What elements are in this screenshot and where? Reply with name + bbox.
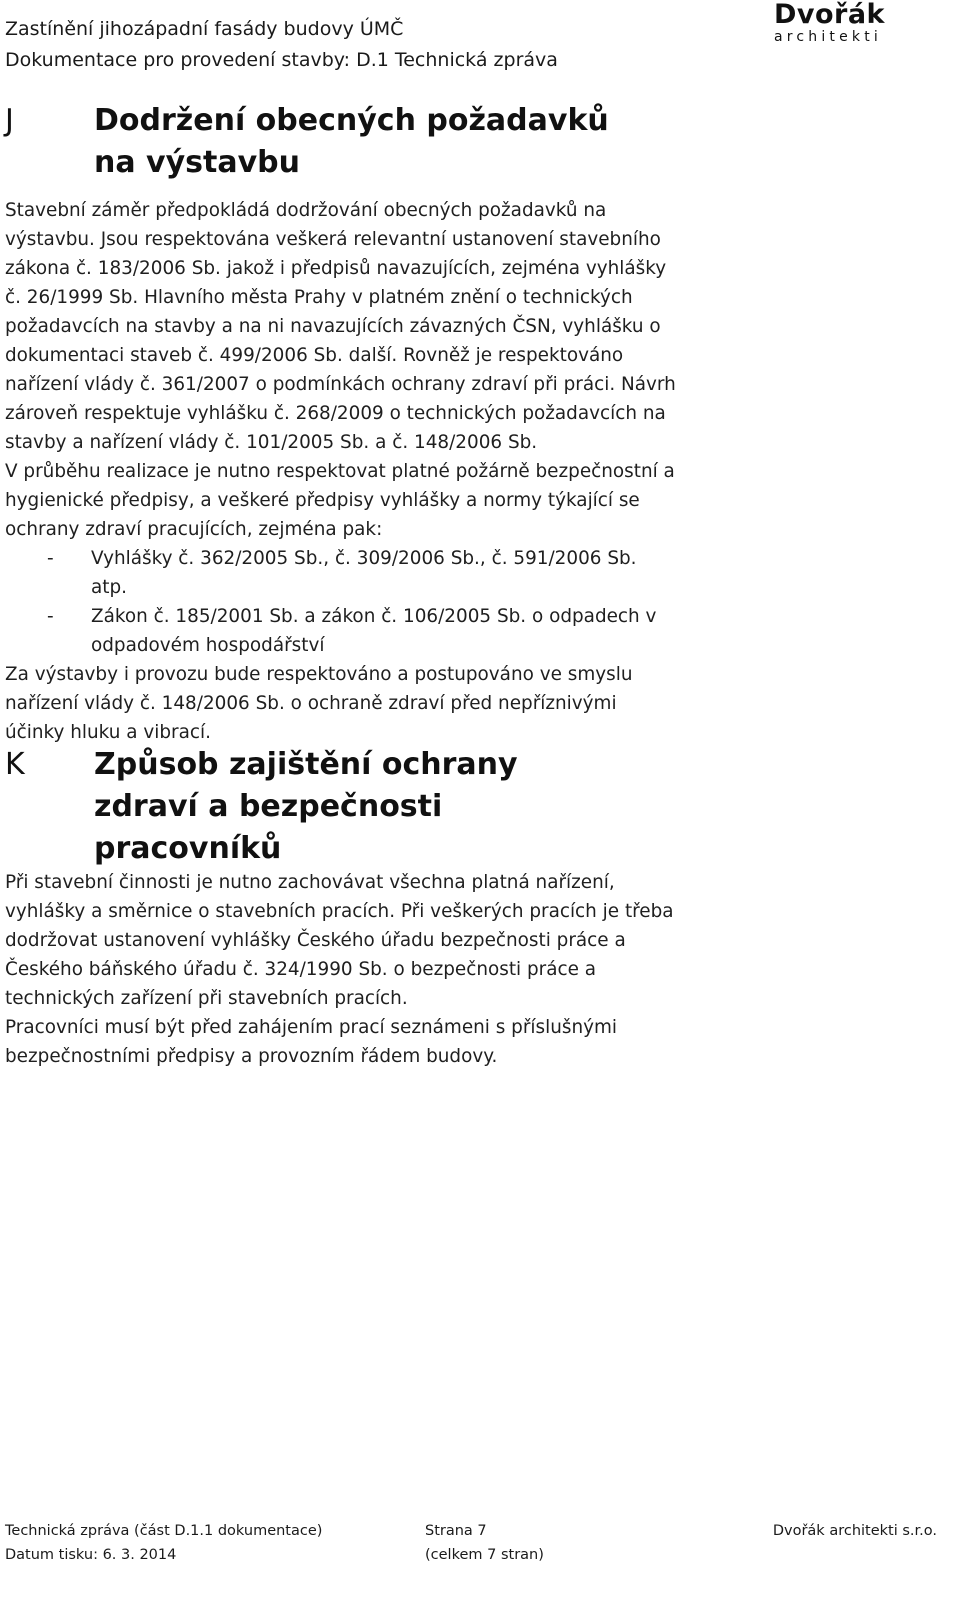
section-j-paragraph-1: Stavební záměr předpokládá dodržování obecných požadavků na výstavbu. Jsou respektována veškerá relevantní ustanovení stavebního zákona č. 183/2006 Sb. jakož i předpisů navazujících, zejména vyhlášky č. 26/1999 Sb. Hlavního města Prahy v platném znění o technických požadavcích na stavby a na ni navazujících závazných ČSN, vyhlášku o dokumentaci staveb č. 499/2006 Sb. další. Rovněž je respektováno nařízení vlády č. 361/2007 o podmínkách ochrany zdraví při práci. Návrh zároveň respektuje vyhlášku č. 268/2009 o technických požadavcích na stavby a nařízení vlády č. 101/2005 Sb. a č. 148/2006 Sb. — [5, 200, 676, 453]
section-k-paragraph-2: Pracovníci musí být před zahájením prací seznámeni s příslušnými bezpečnostními předpisy a provozním řádem budovy. — [5, 1017, 618, 1067]
list-item — [5, 602, 677, 660]
section-k-paragraph-1: Při stavební činnosti je nutno zachovávat všechna platná nařízení, vyhlášky a směrnice o stavebních pracích. Při veškerých pracích je třeba dodržovat ustanovení vyhlášky Českého úřadu bezpečnosti práce a Českého báňského úřadu č. 324/1990 Sb. o bezpečnosti práce a technických zařízení při stavebních pracích. — [5, 872, 674, 1009]
footer-page-total: (celkem 7 stran) — [425, 1547, 544, 1563]
regulations-list — [5, 544, 677, 660]
section-j-paragraph-2: V průběhu realizace je nutno respektovat platné požárně bezpečnostní a hygienické předpisy, a veškeré předpisy vyhlášky a normy týkající se ochrany zdraví pracujících, zejména pak: — [5, 461, 675, 540]
footer-print-date: Datum tisku: 6. 3. 2014 — [5, 1547, 177, 1563]
section-j-title: Dodržení obecných požadavků na výstavbu — [94, 103, 609, 180]
footer-company: Dvořák architekti s.r.o. — [772, 1523, 937, 1539]
list-dash: - — [47, 606, 54, 627]
footer-right — [773, 1519, 937, 1543]
logo-name: Dvořák — [773, 0, 885, 30]
footer-page-number: Strana 7 — [425, 1523, 487, 1539]
footer-middle — [425, 1519, 544, 1567]
list-item-text: Zákon č. 185/2001 Sb. a zákon č. 106/2005 Sb. o odpadech v odpadovém hospodářství — [91, 606, 657, 656]
section-k-title: Způsob zajištění ochrany zdraví a bezpečnosti pracovníků — [94, 747, 518, 866]
logo-subtitle: architekti — [773, 29, 883, 45]
header-subtitle: Dokumentace pro provedení stavby: D.1 Technická zpráva — [5, 49, 558, 71]
section-k-body — [5, 868, 677, 1071]
list-item — [5, 544, 677, 602]
list-item-text: Vyhlášky č. 362/2005 Sb., č. 309/2006 Sb., č. 591/2006 Sb. atp. — [91, 548, 637, 598]
list-dash: - — [47, 548, 54, 569]
section-j-body — [5, 196, 677, 747]
company-logo — [774, 0, 885, 44]
section-j-closing: Za výstavby i provozu bude respektováno a postupováno ve smyslu nařízení vlády č. 148/2006 Sb. o ochraně zdraví před nepříznivými účinky hluku a vibrací. — [5, 664, 633, 743]
footer-left — [5, 1519, 322, 1567]
footer-document-part: Technická zpráva (část D.1.1 dokumentace) — [5, 1523, 323, 1539]
section-j-letter: J — [5, 103, 14, 138]
header-title: Zastínění jihozápadní fasády budovy ÚMČ — [5, 18, 404, 40]
section-k-letter: K — [5, 747, 25, 782]
